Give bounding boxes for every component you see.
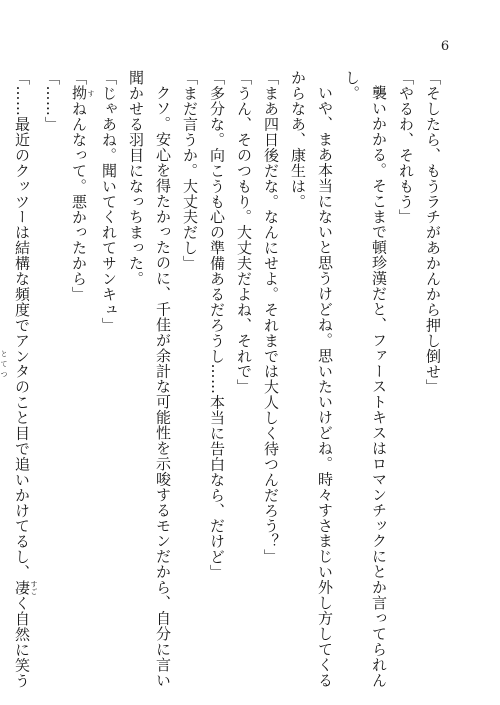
text-segment: 「そしたら、もうラチがあかんから押し倒せ」 xyxy=(424,70,442,395)
text-line xyxy=(284,70,311,682)
text-segment: いや、まあ本当にないと思うけどね。思いたいけどね。時々すさまじい外し方してくる xyxy=(316,85,334,688)
text-line xyxy=(95,70,122,682)
text-line xyxy=(338,70,365,682)
text-line xyxy=(311,70,338,688)
text-segment: 「……」 xyxy=(43,70,61,132)
text-line xyxy=(0,70,8,682)
ruby-base: 拗 xyxy=(70,85,88,101)
text-segment xyxy=(0,70,1,348)
body-text xyxy=(0,70,446,689)
ruby-reading: すご xyxy=(30,579,38,596)
text-line xyxy=(38,70,65,682)
text-segment: 聞かせる羽目になっちまった。 xyxy=(127,70,145,287)
text-line xyxy=(176,70,203,682)
text-line xyxy=(392,70,419,682)
text-line xyxy=(419,70,446,682)
text-segment: く自然に笑う xyxy=(13,595,31,689)
text-segment: 「じゃあね。聞いてくれてサンキュ」 xyxy=(100,70,118,333)
text-segment: 「やるわ、それもう」 xyxy=(397,70,415,225)
ruby-base: 凄 xyxy=(13,579,31,596)
text-line xyxy=(203,70,230,682)
ruby-reading: とてつ xyxy=(0,348,8,379)
text-segment: 「まあ四日後だな。なんにせよ。それまでは大人しく待つんだろう？」 xyxy=(262,70,280,565)
text-line xyxy=(149,70,176,688)
text-segment: 襲いかかる。そこまで頓珍漢だと、ファーストキスはロマンチックにとか言ってられん xyxy=(370,85,388,688)
text-segment: からなあ、康生は。 xyxy=(289,70,307,210)
text-line xyxy=(257,70,284,682)
text-segment: 「うん、そのつもり。大丈夫だよね、それで」 xyxy=(235,70,253,395)
text-segment: 「まだ言うか。大丈夫だし」 xyxy=(181,70,199,271)
text-segment: 「 xyxy=(70,70,88,86)
text-line xyxy=(122,70,149,682)
text-line xyxy=(65,70,95,682)
text-segment: クソ。安心を得たかったのに、千佳が余計な可能性を示唆するモンだから、自分に言い xyxy=(154,85,172,688)
text-line xyxy=(365,70,392,688)
ruby-word xyxy=(70,85,95,101)
ruby-word xyxy=(13,579,38,596)
ruby-reading: す xyxy=(87,85,95,101)
text-segment: 「……最近のクッツーは結構な頻度でアンタのこと目で追いかけてるし、 xyxy=(13,70,31,580)
text-line xyxy=(230,70,257,682)
text-segment xyxy=(0,379,1,688)
text-line xyxy=(8,70,38,689)
page-number: 6 xyxy=(440,39,450,54)
ruby-word xyxy=(0,348,8,379)
text-segment: 「多分な。向こうも心の準備あるだろうし……本当に告白なら、だけど」 xyxy=(208,70,226,580)
text-segment: ねんなって。悪かったから」 xyxy=(70,100,88,302)
text-segment: し。 xyxy=(343,70,361,101)
